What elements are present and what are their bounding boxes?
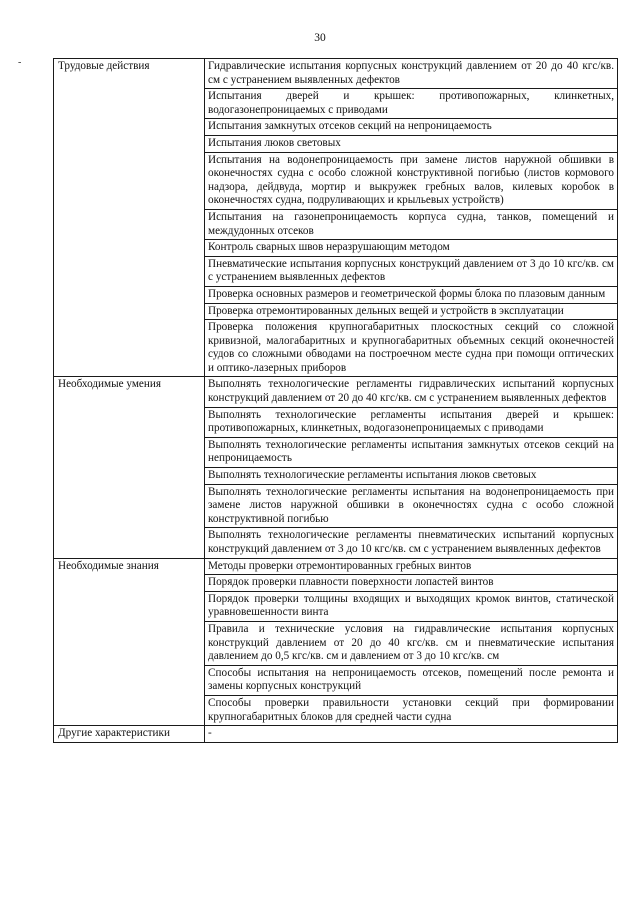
item-cell — [205, 209, 618, 239]
item-cell — [205, 286, 618, 303]
requirements-table-body — [54, 59, 618, 743]
item-text: Проверка отремонтированных дельных вещей и устройств в эксплуатации — [208, 304, 564, 317]
item-text: Правила и технические условия на гидравлические испытания корпусных конструкций давлением от 20 до 40 кгс/кв. см и пневматические испытания давлением до 0,5 кгс/кв. см и давлением от 3 до 10 кгс/кв. см — [208, 622, 614, 663]
item-text: Выполнять технологические регламенты испытания замкнутых отсеков секций на непроницаемость — [208, 438, 614, 465]
item-cell — [205, 726, 618, 743]
item-cell — [205, 558, 618, 575]
item-text: Порядок проверки толщины входящих и выходящих кромок винтов, статической уравновешенности винта — [208, 592, 614, 619]
item-text: Пневматические испытания корпусных конструкций давлением от 3 до 10 кгс/кв. см с устранением выявленных дефектов — [208, 257, 614, 284]
item-text: Проверка положения крупногабаритных плоскостных секций со сложной кривизной, малогабаритных и крупногабаритных объемных секций оконечностей судов со сложными обводами на построечном месте судна при помощи оптических и оптико-лазерных приборов — [208, 321, 614, 374]
item-text: Испытания на водонепроницаемость при замене листов наружной обшивки в оконечностях судна с особо сложной конструктивной погибью (листов кормового надзора, дейдвуда, мортир и выкружек гребных валов, килевых коробок в оконечностях судна, подруливающих и крыльевых устройств) — [208, 153, 614, 207]
item-text: Испытания на газонепроницаемость корпуса судна, танков, помещений и междудонных отсеков — [208, 210, 614, 237]
section-label: Трудовые действия — [54, 59, 205, 377]
item-cell — [205, 665, 618, 695]
item-cell — [205, 621, 618, 665]
item-cell — [205, 575, 618, 592]
section-label: Необходимые умения — [54, 377, 205, 558]
item-cell — [205, 695, 618, 725]
item-cell — [205, 119, 618, 136]
section-label: Другие характеристики — [54, 726, 205, 743]
item-cell — [205, 303, 618, 320]
table-row — [54, 726, 618, 743]
table-row — [54, 377, 618, 407]
table-row — [54, 59, 618, 89]
item-cell — [205, 528, 618, 558]
item-text: Выполнять технологические регламенты испытания на водонепроницаемость при замене листов наружной обшивки в оконечностях судна с особо сложной конструктивной погибью — [208, 485, 614, 525]
item-cell — [205, 468, 618, 485]
item-text: Методы проверки отремонтированных гребных винтов — [208, 559, 472, 572]
section-label: Необходимые знания — [54, 558, 205, 726]
item-text: - — [208, 727, 212, 740]
item-text: Способы испытания на непроницаемость отсеков, помещений после ремонта и замены корпусных конструкций — [208, 666, 614, 693]
item-cell — [205, 591, 618, 621]
item-text: Выполнять технологические регламенты гидравлических испытаний корпусных конструкций давлением от 20 до 40 кгс/кв. см с устранением выявленных дефектов — [208, 378, 614, 405]
item-text: Выполнять технологические регламенты испытания люков световых — [208, 469, 537, 482]
item-cell — [205, 256, 618, 286]
item-text: Способы проверки правильности установки секций при формировании крупногабаритных блоков для средней части судна — [208, 696, 614, 723]
item-text: Испытания дверей и крышек: противопожарных, клинкетных, водогазонепроницаемых с приводами — [208, 90, 614, 116]
item-text: Проверка основных размеров и геометрической формы блока по плазовым данным — [208, 287, 606, 300]
item-text: Гидравлические испытания корпусных конструкций давлением от 20 до 40 кгс/кв. см с устранением выявленных дефектов — [208, 60, 614, 86]
item-cell — [205, 89, 618, 119]
item-text: Выполнять технологические регламенты испытания дверей и крышек: противопожарных, клинкетных, водогазонепроницаемых с приводами — [208, 408, 614, 435]
table-row — [54, 558, 618, 575]
item-text: Испытания замкнутых отсеков секций на непроницаемость — [208, 120, 492, 133]
item-text: Испытания люков световых — [208, 136, 341, 149]
item-cell — [205, 240, 618, 257]
item-cell — [205, 437, 618, 467]
item-cell — [205, 59, 618, 89]
item-cell — [205, 377, 618, 407]
requirements-table — [53, 58, 618, 743]
margin-mark: - — [18, 57, 22, 68]
item-cell — [205, 484, 618, 528]
item-text: Выполнять технологические регламенты пневматических испытаний корпусных конструкций давлением от 3 до 10 кгс/кв. см с устранением выявленных дефектов — [208, 529, 614, 555]
item-cell — [205, 152, 618, 209]
item-cell — [205, 407, 618, 437]
page-number: 30 — [314, 32, 326, 44]
item-text: Порядок проверки плавности поверхности лопастей винтов — [208, 576, 494, 589]
item-cell — [205, 320, 618, 377]
item-text: Контроль сварных швов неразрушающим методом — [208, 241, 450, 254]
item-cell — [205, 135, 618, 152]
